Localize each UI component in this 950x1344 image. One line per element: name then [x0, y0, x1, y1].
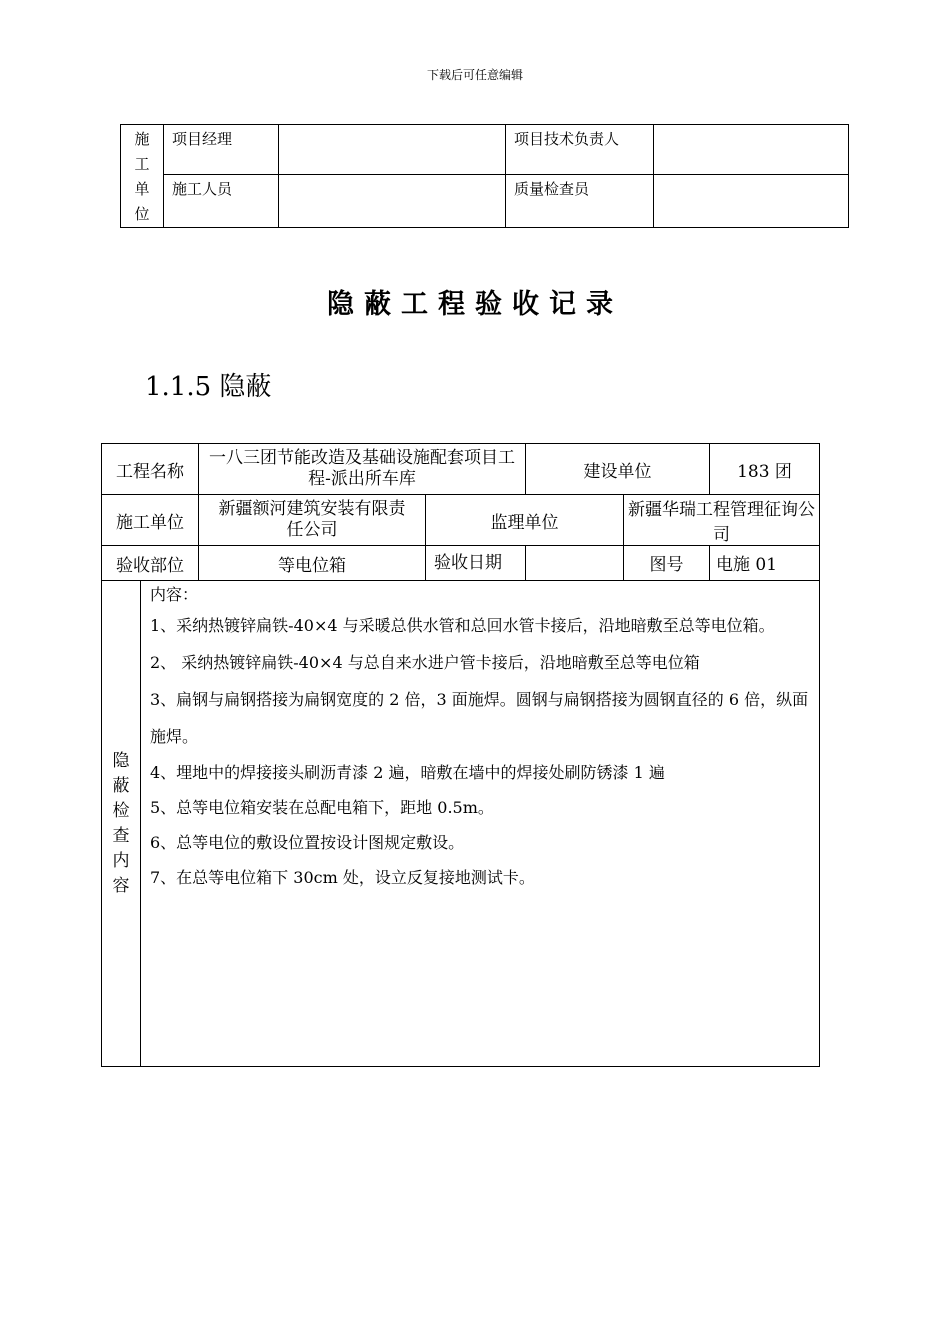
content-item-6: 6、总等电位的敷设位置按设计图规定敷设。 [150, 833, 465, 852]
inspection-content-label: 隐 蔽 检 查 内 容 [102, 581, 141, 1067]
date-label: 验收日期 [426, 546, 526, 581]
construction-unit-label: 施 工 单 位 [121, 125, 164, 228]
page-title: 隐蔽工程验收记录 [327, 289, 623, 320]
workers-field[interactable] [279, 175, 506, 228]
drawing-label: 图号 [624, 546, 710, 581]
inspection-content [141, 581, 820, 1067]
qc-label: 质量检查员 [506, 175, 654, 228]
content-item-4: 4、埋地中的焊接接头刷沥青漆 2 遍，暗敷在墙中的焊接处刷防锈漆 1 遍 [150, 763, 665, 782]
owner-value: 183 团 [710, 444, 820, 495]
project-name-label: 工程名称 [102, 444, 199, 495]
construction-unit-signature-table [120, 124, 849, 228]
supervisor-value: 新疆华瑞工程管理征询公司 [624, 495, 820, 546]
acceptance-record-table [101, 443, 820, 1067]
section-heading: 1.1.5 隐蔽 [145, 372, 272, 402]
project-manager-field[interactable] [279, 125, 506, 175]
content-item-5: 5、总等电位箱安装在总配电箱下，距地 0.5m。 [150, 798, 494, 817]
part-value: 等电位箱 [199, 546, 426, 581]
content-item-2: 2、 采纳热镀锌扁铁-40×4 与总自来水进户管卡接后，沿地暗敷至总等电位箱 [150, 653, 700, 672]
project-name-value: 一八三团节能改造及基础设施配套项目工程-派出所车库 [199, 444, 526, 495]
qc-field[interactable] [654, 175, 849, 228]
content-heading: 内容： [150, 585, 199, 604]
drawing-value: 电施 01 [710, 546, 820, 581]
workers-label: 施工人员 [164, 175, 279, 228]
contractor-value: 新疆额河建筑安装有限责任公司 [199, 495, 426, 546]
content-item-1: 1、采纳热镀锌扁铁-40×4 与采暖总供水管和总回水管卡接后，沿地暗敷至总等电位箱。 [150, 616, 775, 635]
content-item-7: 7、在总等电位箱下 30cm 处，设立反复接地测试卡。 [150, 868, 535, 887]
contractor-label: 施工单位 [102, 495, 199, 546]
date-value[interactable] [526, 546, 624, 581]
part-label: 验收部位 [102, 546, 199, 581]
content-item-3: 3、扁钢与扁钢搭接为扁钢宽度的 2 倍，3 面施焊。圆钢与扁钢搭接为圆钢直径的 6 倍，纵面施焊。 [150, 690, 809, 746]
owner-label: 建设单位 [526, 444, 710, 495]
supervisor-label: 监理单位 [426, 495, 624, 546]
header-note: 下载后可任意编辑 [426, 68, 523, 82]
tech-lead-field[interactable] [654, 125, 849, 175]
project-manager-label: 项目经理 [164, 125, 279, 175]
tech-lead-label: 项目技术负责人 [506, 125, 654, 175]
